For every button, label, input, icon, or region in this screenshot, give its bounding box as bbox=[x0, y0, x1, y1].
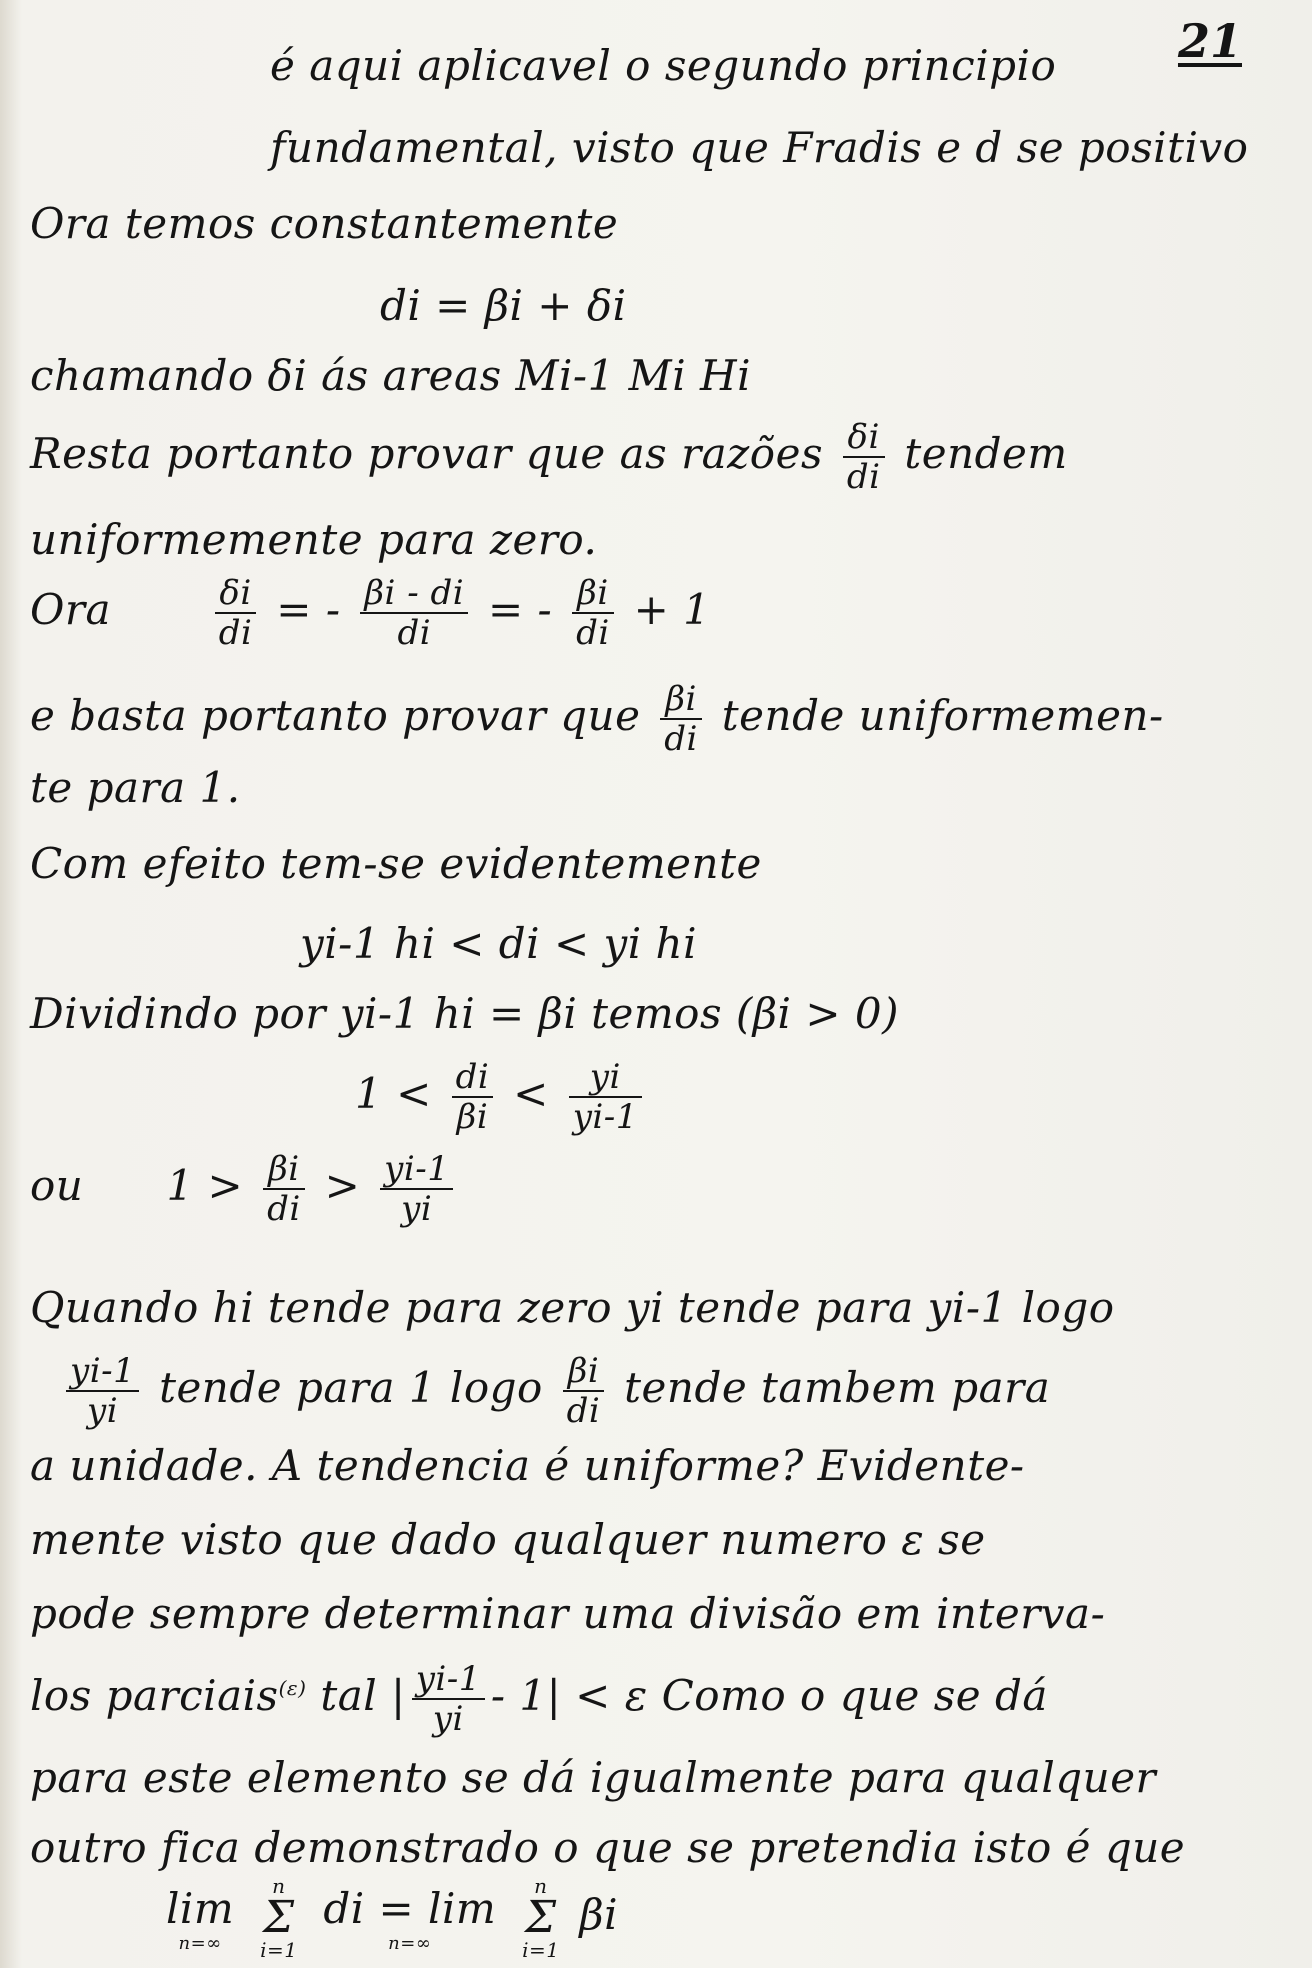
fraction-eq-a: $\frac{\delta i}{di}$ bbox=[215, 574, 257, 652]
fraction-ineq-b: $\frac{yi}{yi-1}$ bbox=[569, 1058, 642, 1136]
fraction-ou-b: $\frac{yi-1}{yi}$ bbox=[380, 1150, 453, 1228]
text-line-22: para este elemento se dá igualmente para qualquer bbox=[30, 1753, 1157, 1802]
limit-beta: βi bbox=[579, 1890, 619, 1939]
inequality-ou bbox=[30, 1150, 459, 1228]
text-line-13: Dividindo por yi-1 hi = βi temos (βi > 0) bbox=[30, 989, 899, 1038]
text-line-21 bbox=[30, 1660, 1048, 1738]
inequality-y-h: yi-1 hi < di < yi hi bbox=[300, 919, 698, 968]
text-line-11: Com efeito tem-se evidentemente bbox=[30, 839, 762, 888]
limit-right: di = lim n=∞ bbox=[323, 1884, 497, 1954]
text-line-2: fundamental, visto que Fradis e d se positivo bbox=[270, 123, 1249, 172]
text-line-6 bbox=[30, 418, 1068, 496]
text-line-23: outro fica demonstrado o que se pretendia isto é que bbox=[30, 1823, 1186, 1872]
text-line-16: Quando hi tende para zero yi tende para yi-1 logo bbox=[30, 1283, 1115, 1332]
fraction-eq-c: $\frac{\beta i}{di}$ bbox=[572, 574, 614, 652]
fraction-ineq-a: $\frac{di}{\beta i}$ bbox=[452, 1058, 494, 1136]
fraction-beta-over-d: $\frac{\beta i}{di}$ bbox=[660, 680, 702, 758]
eq-equals-neg-2: = - bbox=[488, 585, 553, 634]
ou-greater: > bbox=[324, 1161, 361, 1210]
text-line-7: uniformemente para zero. bbox=[30, 515, 598, 564]
eq-tail: + 1 bbox=[633, 585, 711, 634]
text-line-18: a unidade. A tendencia é uniforme? Evidente- bbox=[30, 1441, 1025, 1490]
text-line-17a: tende para 1 logo bbox=[159, 1363, 543, 1412]
text-line-10: te para 1. bbox=[30, 763, 241, 812]
text-line-1: é aqui aplicavel o segundo principio bbox=[270, 41, 1057, 90]
fraction-q-b: $\frac{\beta i}{di}$ bbox=[563, 1352, 605, 1430]
text-line-9 bbox=[30, 680, 1164, 758]
margin-note-epsilon: (ε) bbox=[278, 1676, 307, 1700]
fraction-eq-b: $\frac{\beta i - di}{di}$ bbox=[360, 574, 468, 652]
text-line-21c: - 1| < ε Como o que se dá bbox=[490, 1671, 1048, 1720]
fraction-ou-a: $\frac{\beta i}{di}$ bbox=[263, 1150, 305, 1228]
equation-ratio bbox=[30, 574, 710, 652]
limit-left: lim n=∞ bbox=[166, 1884, 235, 1954]
limit-equation bbox=[160, 1876, 618, 1960]
text-line-20: pode sempre determinar uma divisão em interva- bbox=[30, 1589, 1106, 1638]
text-line-21a: los parciais bbox=[30, 1671, 279, 1720]
inequality-fractions bbox=[355, 1058, 648, 1136]
ineq-one-less: 1 < bbox=[355, 1069, 432, 1118]
text-line-5: chamando δi ás areas Mi-1 Mi Hi bbox=[30, 351, 752, 400]
sum-left: n Σ i=1 bbox=[260, 1874, 298, 1962]
text-line-17b: tende tambem para bbox=[624, 1363, 1051, 1412]
equation-d-beta-delta: di = βi + δi bbox=[380, 281, 627, 330]
text-line-9b: tende uniformemen- bbox=[721, 691, 1164, 740]
text-line-19: mente visto que dado qualquer numero ε se bbox=[30, 1515, 986, 1564]
eq-equals-neg: = - bbox=[276, 585, 341, 634]
text-line-3: Ora temos constantemente bbox=[30, 199, 619, 248]
text-line-6a: Resta portanto provar que as razões bbox=[30, 429, 824, 478]
abs-bar-open: | bbox=[391, 1671, 406, 1720]
text-line-17 bbox=[60, 1352, 1050, 1430]
fraction-abs: $\frac{yi-1}{yi}$ bbox=[412, 1660, 485, 1738]
ineq-less: < bbox=[513, 1069, 549, 1118]
text-line-21b: tal bbox=[320, 1671, 378, 1720]
ou-one-greater: ou 1 > bbox=[30, 1161, 244, 1210]
fraction-q-a: $\frac{yi-1}{yi}$ bbox=[66, 1352, 139, 1430]
text-line-6b: tendem bbox=[904, 429, 1068, 478]
text-line-9a: e basta portanto provar que bbox=[30, 691, 641, 740]
text-line-8a: Ora bbox=[30, 585, 112, 634]
sum-right: n Σ i=1 bbox=[522, 1874, 560, 1962]
fraction-delta-over-d: $\frac{\delta i}{di}$ bbox=[843, 418, 885, 496]
page-number: 21 bbox=[1177, 14, 1242, 68]
